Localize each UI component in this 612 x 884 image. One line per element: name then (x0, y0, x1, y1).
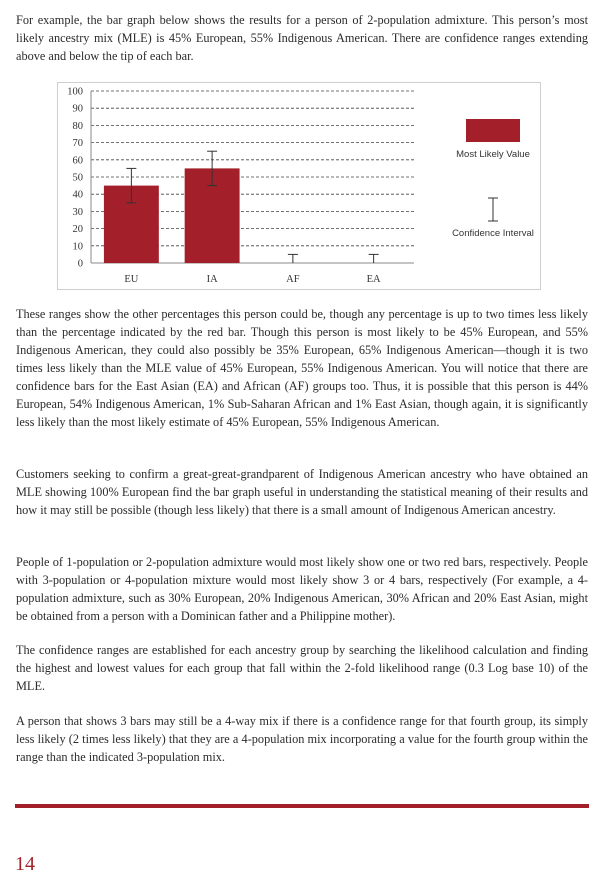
bar-chart (57, 82, 541, 290)
three-bar-paragraph: A person that shows 3 bars may still be a 4-way mix if there is a confidence range for that fourth group, its simply less likely (2 times less likely) that they are a 4-population mix incorporating a value for the fourth group within the range than the indicated 3-population mix. (16, 714, 588, 764)
customer-paragraph: Customers seeking to confirm a great-great-grandparent of Indigenous American ancestry who have obtained an MLE showing 100% European find the bar graph useful in understanding the statistical meaning of their results and how it may still be possible (though less likely) that there is a small amount of Indigenous American ancestry. (16, 467, 588, 517)
page-number: 14 (15, 853, 35, 875)
y-tick-label: 80 (72, 120, 83, 132)
y-tick-label: 40 (72, 189, 83, 201)
intro-paragraph: For example, the bar graph below shows the results for a person of 2-population admixture. This person’s most likely ancestry mix (MLE) is 45% European, 55% Indigenous American. There are confidence ranges extending above and below the tip of each bar. (16, 13, 588, 63)
x-tick-label-ea: EA (366, 274, 381, 285)
y-tick-label: 70 (72, 138, 83, 150)
y-tick-label: 20 (72, 224, 83, 236)
x-tick-label-ia: IA (206, 274, 218, 285)
legend-label-most-likely: Most Likely Value (456, 149, 530, 160)
y-tick-label: 50 (72, 172, 83, 184)
y-tick-label: 100 (67, 86, 83, 98)
y-tick-label: 30 (72, 206, 83, 218)
confidence-range-paragraph: These ranges show the other percentages this person could be, though any percentage is up to two times less likely than the percentage indicated by the red bar. Though this person is most likely to be 45% European, and 55% Indigenous American, they could also possibly be 35% European, 65% Indigenous American—though it is two times less likely than the MLE value of 45% European, 55% Indigenous American. You will notice that there are confidence bars for the East Asian (EA) and African (AF) groups too. Thus, it is possible that this person is 44% European, 54% Indigenous American, 1% Sub-Saharan African and 1% East Asian, though again, it is significantly less likely than the most likely estimate of 45% European, 55% Indigenous American. (16, 307, 588, 429)
footer-rule (15, 804, 589, 808)
legend-label-confidence: Confidence Interval (452, 228, 534, 239)
admixture-paragraph: People of 1-population or 2-population admixture would most likely show one or two red bars, respectively. People with 3-population or 4-population mixture would most likely show 3 or 4 bars, respectively (For example, a 4-population admixture, such as 30% European, 20% Indigenous American, 30% African and 20% East Asian, might be obtained from a person with a Dominican father and a Philippine mother). (16, 555, 588, 623)
x-tick-label-af: AF (286, 274, 300, 285)
legend-bar-swatch (466, 119, 520, 142)
y-tick-label: 90 (72, 103, 83, 115)
y-tick-label: 60 (72, 155, 83, 167)
y-tick-label: 0 (77, 258, 83, 270)
y-tick-label: 10 (72, 241, 83, 253)
range-method-paragraph: The confidence ranges are established for each ancestry group by searching the likelihood calculation and finding the highest and lowest values for each group that fall within the 2-fold likelihood range (0.3 Log base 10) of the MLE. (16, 643, 588, 693)
x-tick-label-eu: EU (124, 274, 139, 285)
